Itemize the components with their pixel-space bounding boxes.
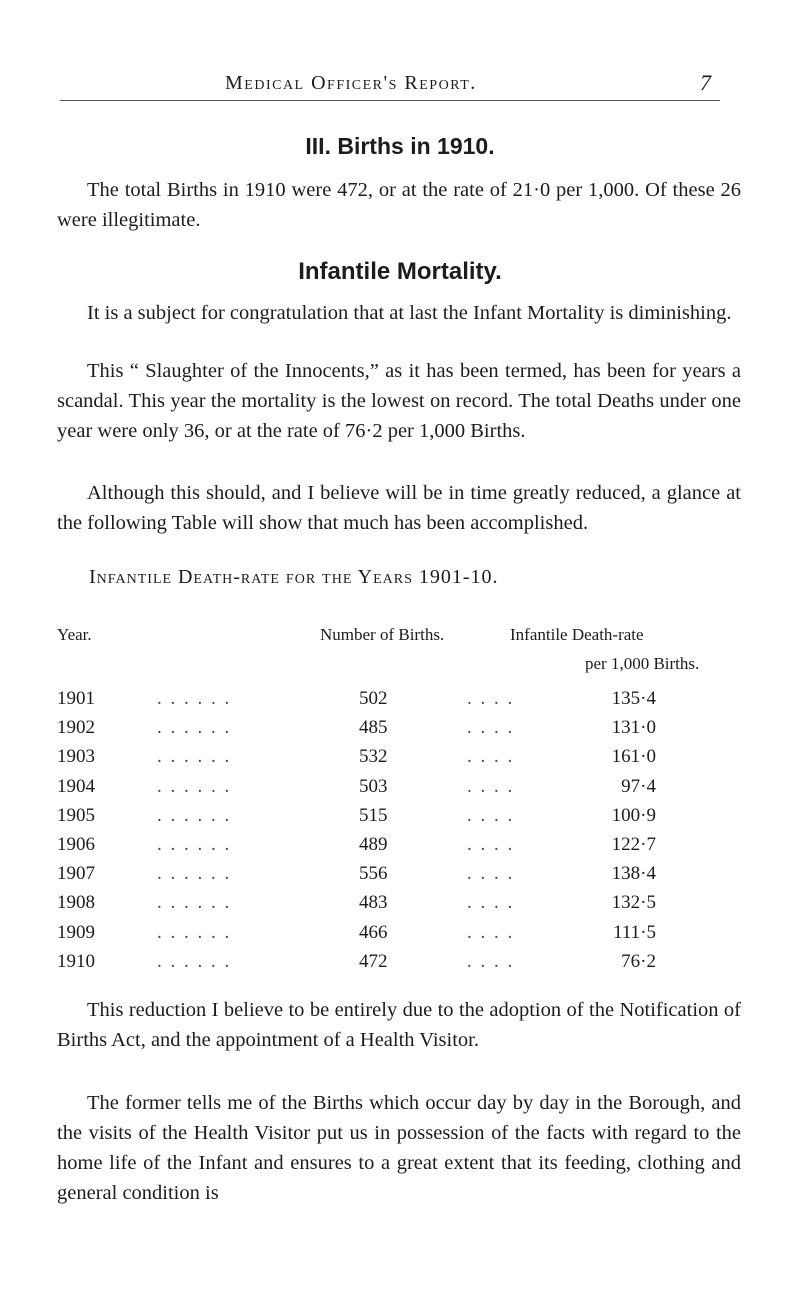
table-row bbox=[57, 746, 757, 775]
births-cell: 466 bbox=[359, 921, 388, 943]
year-cell: 1905 bbox=[57, 804, 95, 826]
year-cell: 1909 bbox=[57, 921, 95, 943]
column-header-year: Year. bbox=[57, 625, 92, 644]
leader-dots: . . . . . . bbox=[157, 688, 232, 709]
leader-dots: . . . . bbox=[467, 833, 515, 855]
births-cell: 502 bbox=[359, 688, 388, 709]
column-header-rate-unit: per 1,000 Births. bbox=[585, 654, 700, 673]
year-cell: 1908 bbox=[57, 892, 95, 914]
year-cell: 1901 bbox=[57, 688, 95, 709]
column-header-births: Number of Births. bbox=[320, 625, 445, 644]
leader-dots: . . . . . . bbox=[157, 833, 232, 855]
leader-dots: . . . . bbox=[467, 775, 515, 797]
leader-dots: . . . . bbox=[467, 863, 515, 885]
table-row bbox=[57, 805, 757, 834]
table-row bbox=[57, 834, 757, 863]
table-row bbox=[57, 922, 757, 951]
leader-dots: . . . . . . bbox=[157, 746, 232, 768]
leader-dots: . . . . bbox=[467, 892, 515, 914]
infant-mortality-heading: Infantile Mortality. bbox=[298, 258, 502, 285]
table-row bbox=[57, 951, 757, 980]
births-cell: 472 bbox=[359, 950, 388, 972]
year-cell: 1910 bbox=[57, 950, 95, 972]
table-row bbox=[57, 892, 757, 921]
rate-cell: 132·5 bbox=[611, 892, 656, 914]
rate-cell: 76·2 bbox=[621, 950, 656, 972]
leader-dots: . . . . . . bbox=[157, 775, 232, 797]
births-cell: 489 bbox=[359, 833, 388, 855]
rate-cell: 161·0 bbox=[611, 746, 656, 768]
rate-cell: 111·5 bbox=[613, 921, 656, 943]
births-cell: 485 bbox=[359, 717, 388, 739]
table-row bbox=[57, 717, 757, 746]
leader-dots: . . . . . . bbox=[157, 804, 232, 826]
leader-dots: . . . . bbox=[467, 688, 515, 709]
leader-dots: . . . . . . bbox=[157, 717, 232, 739]
year-cell: 1903 bbox=[57, 746, 95, 768]
births-heading: III. Births in 1910. bbox=[305, 133, 495, 159]
leader-dots: . . . . . . bbox=[157, 921, 232, 943]
table-title: Infantile Death-rate for the Years 1901-10. bbox=[89, 566, 499, 588]
rate-cell: 135·4 bbox=[611, 688, 656, 709]
death-rate-table bbox=[57, 688, 757, 980]
leader-dots: . . . . . . bbox=[157, 892, 232, 914]
births-cell: 483 bbox=[359, 892, 388, 914]
table-row bbox=[57, 863, 757, 892]
births-cell: 532 bbox=[359, 746, 388, 768]
running-title: Medical Officer's Report. bbox=[225, 72, 477, 94]
header-rule bbox=[60, 100, 720, 101]
year-cell: 1902 bbox=[57, 717, 95, 739]
closing-paragraph-1: This reduction I believe to be entirely due to the adoption of the Notification of Births Act, and the appointment of a Health Visitor. bbox=[57, 999, 741, 1051]
rate-cell: 100·9 bbox=[611, 804, 656, 826]
infant-paragraph-2: This “ Slaughter of the Innocents,” as it has been termed, has been for years a scandal. This year the mortality is the lowest on record. The total Deaths under one year were only 36, or at the rate of 76·2 per 1,000 Births. bbox=[57, 360, 741, 442]
column-header-rate: Infantile Death-rate bbox=[510, 625, 644, 644]
table-row bbox=[57, 688, 757, 717]
rate-cell: 122·7 bbox=[611, 833, 656, 855]
infant-paragraph-1: It is a subject for congratulation that at last the Infant Mortality is diminishing. bbox=[87, 302, 732, 324]
running-header bbox=[0, 62, 800, 102]
rate-cell: 138·4 bbox=[611, 863, 656, 885]
births-paragraph: The total Births in 1910 were 472, or at the rate of 21·0 per 1,000. Of these 26 were illegitimate. bbox=[57, 179, 741, 231]
page-number: 7 bbox=[700, 70, 711, 95]
births-cell: 503 bbox=[359, 775, 388, 797]
table-row bbox=[57, 776, 757, 805]
leader-dots: . . . . bbox=[467, 746, 515, 768]
closing-paragraph-2: The former tells me of the Births which occur day by day in the Borough, and the visits of the Health Visitor put us in possession of the facts with regard to the home life of the Infant and ensures to a great extent that its feeding, clothing and general condition is bbox=[57, 1092, 741, 1204]
year-cell: 1907 bbox=[57, 863, 95, 885]
rate-cell: 97·4 bbox=[621, 775, 656, 797]
rate-cell: 131·0 bbox=[611, 717, 656, 739]
leader-dots: . . . . bbox=[467, 717, 515, 739]
year-cell: 1904 bbox=[57, 775, 95, 797]
births-cell: 515 bbox=[359, 804, 388, 826]
leader-dots: . . . . bbox=[467, 950, 515, 972]
year-cell: 1906 bbox=[57, 833, 95, 855]
leader-dots: . . . . bbox=[467, 921, 515, 943]
leader-dots: . . . . . . bbox=[157, 863, 232, 885]
infant-paragraph-3: Although this should, and I believe will be in time greatly reduced, a glance at the following Table will show that much has been accomplished. bbox=[57, 482, 741, 534]
leader-dots: . . . . bbox=[467, 804, 515, 826]
leader-dots: . . . . . . bbox=[157, 950, 232, 972]
births-cell: 556 bbox=[359, 863, 388, 885]
